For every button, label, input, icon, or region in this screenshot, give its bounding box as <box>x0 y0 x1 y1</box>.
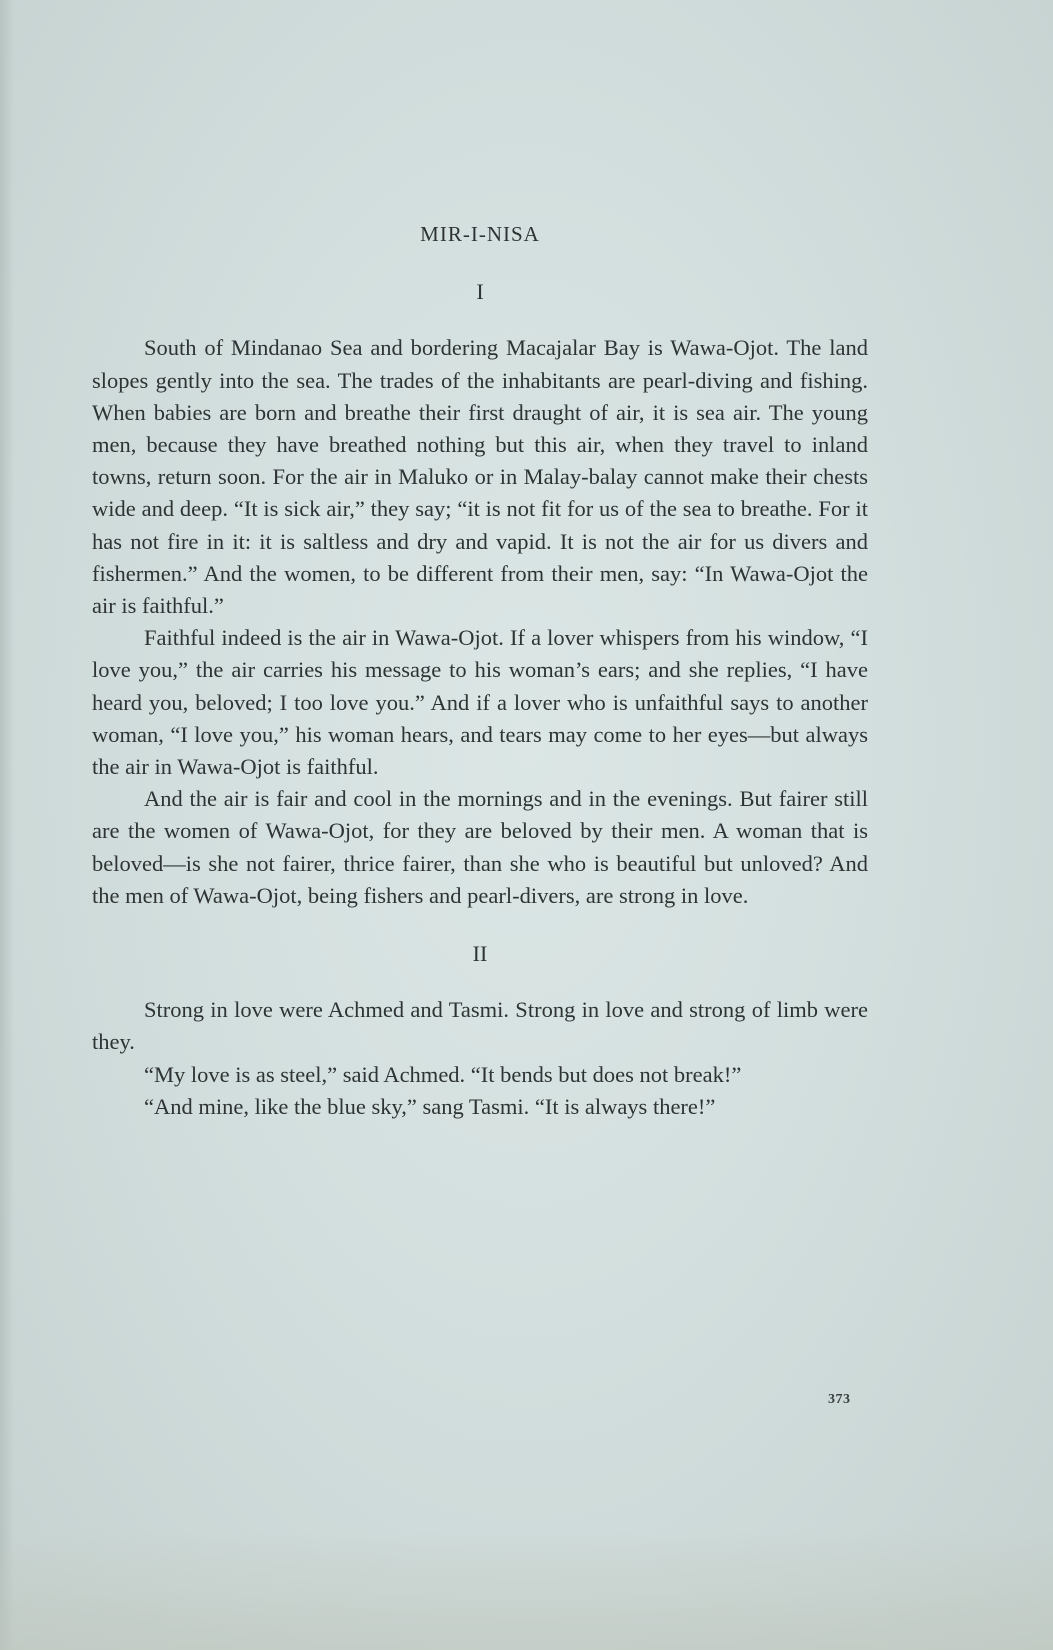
paragraph: Strong in love were Achmed and Tasmi. Strong in love and strong of limb were they. <box>92 997 868 1055</box>
paragraph: “And mine, like the blue sky,” sang Tasmi. “It is always there!” <box>144 1093 716 1119</box>
page-number: 373 <box>828 1392 851 1407</box>
section-numeral: I <box>476 279 484 305</box>
paragraph: South of Mindanao Sea and bordering Macajalar Bay is Wawa-Ojot. The land slopes gently into the sea. The trades of the inhabitants are pearl-diving and fishing. When babies are born and breathe their first draught of air, it is sea air. The young men, because they have breathed nothing but this air, when they travel to inland towns, return soon. For the air in Maluko or in Malay-balay cannot make their chests wide and deep. “It is sick air,” they say; “it is not fit for us of the sea to breathe. For it has not fire in it: it is saltless and dry and vapid. It is not the air for us divers and fishermen.” And the women, to be different from their men, say: “In Wawa-Ojot the air is faithful.” <box>92 335 868 619</box>
paragraph: Faithful indeed is the air in Wawa-Ojot. If a lover whispers from his window, “I love you,” the air carries his message to his woman’s ears; and she replies, “I have heard you, beloved; I too love you.” And if a lover who is unfaithful says to another woman, “I love you,” his woman hears, and tears may come to her eyes—but always the air in Wawa-Ojot is faithful. <box>92 625 868 780</box>
page-body <box>92 218 868 1123</box>
section-numeral: II <box>472 941 488 967</box>
chapter-title: MIR-I-NISA <box>420 222 540 246</box>
paragraph: “My love is as steel,” said Achmed. “It bends but does not break!” <box>144 1061 742 1087</box>
paragraph: And the air is fair and cool in the mornings and in the evenings. But fairer still are the women of Wawa-Ojot, for they are beloved by their men. A woman that is beloved—is she not fairer, thrice fairer, than she who is beautiful but unloved? And the men of Wawa-Ojot, being fishers and pearl-divers, are strong in love. <box>92 786 868 908</box>
